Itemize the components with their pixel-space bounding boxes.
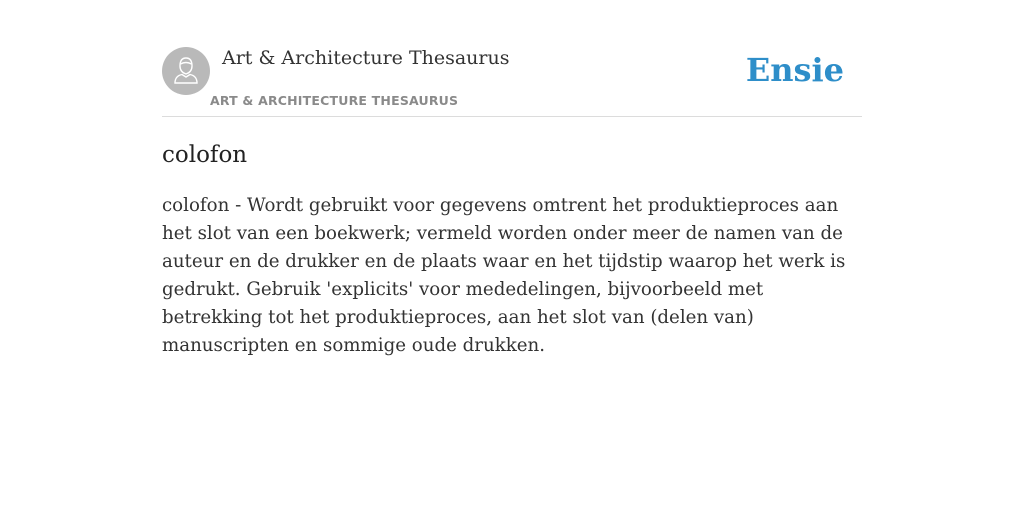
user-silhouette-icon bbox=[162, 47, 210, 95]
entry-term-title: colofon bbox=[162, 142, 248, 168]
source-subtitle: ART & ARCHITECTURE THESAURUS bbox=[210, 93, 459, 108]
entry-header bbox=[162, 46, 862, 117]
source-avatar[interactable] bbox=[162, 47, 210, 95]
entry-definition: colofon - Wordt gebruikt voor gegevens omtrent het produktieproces aan het slot van een boekwerk; vermeld worden onder meer de namen van de auteur en de drukker en de plaats waar en het tijdstip waarop het werk is gedrukt. Gebruik 'explicits' voor mededelingen, bijvoorbeeld met betrekking tot het produktieproces, aan het slot van (delen van) manuscripten en sommige oude drukken. bbox=[162, 195, 846, 356]
ensie-logo[interactable]: Ensie bbox=[745, 51, 844, 89]
source-title-link[interactable]: Art & Architecture Thesaurus bbox=[222, 47, 510, 69]
